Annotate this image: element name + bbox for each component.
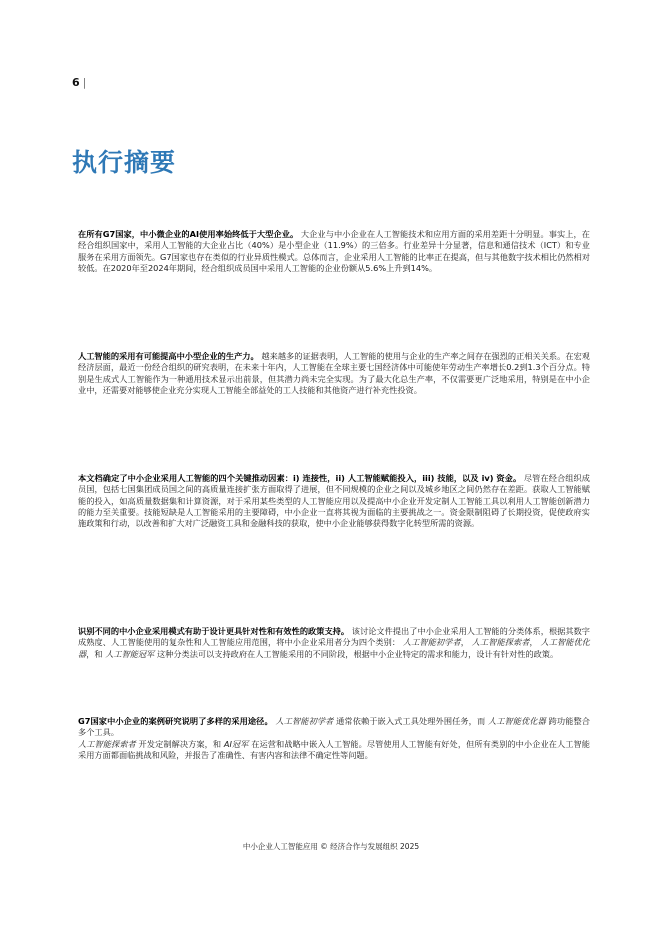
page-number-separator: | bbox=[82, 76, 87, 89]
paragraph-text: 在运营和战略中嵌入人工智能。尽管使用人工智能有好处，但所有类别的中小企业在人工智能采用方面都面临挑战和风险，并报告了准确性、有害内容和法律不确定性等问题。 bbox=[78, 738, 590, 760]
paragraph-lead: 人工智能的采用有可能提高中小型企业的生产力。 bbox=[78, 351, 259, 361]
page-footer: 中小企业人工智能应用 © 经济合作与发展组织 2025 bbox=[242, 842, 420, 851]
paragraph-lead: G7国家中小企业的案例研究说明了多样的采用途径。 bbox=[78, 716, 273, 726]
paragraph-body: 该讨论文件提出了中小企业采用人工智能的分类体系，根据其数字成熟度、人工智能使用的复杂性和人工智能应用范围，将中小企业采用者分为四个类别： bbox=[78, 626, 590, 648]
category-ai-beginner: 人工智能初学者 bbox=[402, 637, 461, 648]
paragraph-body-continued: 这种分类法可以支持政府在人工智能采用的不同阶段，根据中小企业特定的需求和能力，设计有针对性的政策。 bbox=[156, 648, 559, 659]
separator: ， bbox=[529, 637, 538, 648]
paragraph-ai-adoption-gap bbox=[78, 229, 590, 274]
paragraph-lead: 在所有G7国家，中小微企业的AI使用率始终低于大型企业。 bbox=[78, 229, 299, 239]
category-ai-explorer: 人工智能探索者 bbox=[471, 637, 530, 648]
paragraph-adoption-taxonomy bbox=[78, 626, 590, 660]
paragraph-lead: 本文档确定了中小企业采用人工智能的四个关键推动因素：i) 连接性，ii) 人工智能赋能投入，iii) 技能，以及 iv) 资金。 bbox=[78, 473, 522, 483]
paragraph-text: 通常依赖于嵌入式工具处理外围任务，而 bbox=[336, 716, 486, 726]
page-title: 执行摘要 bbox=[72, 148, 177, 177]
category-ai-optimizer: 人工智能优化器 bbox=[78, 637, 590, 659]
category-ai-explorer: 人工智能探索者 bbox=[78, 738, 136, 749]
separator: ， bbox=[460, 637, 469, 648]
paragraph-body: 越来越多的证据表明，人工智能的使用与企业的生产率之间存在强烈的正相关关系。在宏观经济层面，最近一份经合组织的研究表明，在未来十年内，人工智能在全球主要七国经济体中可能使年劳动生产率增长0.2到1.3个百分点。特别是生成式人工智能作为一种通用技术显示出前景，但其潜力尚未完全实现。为了最大化总生产率，不仅需要更广泛地采用，特别是在中小企业中，还需要对能够使企业充分实现人工智能全部益处的工人技能和其他资产进行补充性投资。 bbox=[78, 351, 590, 395]
category-ai-champion: 人工智能冠军 bbox=[105, 648, 155, 659]
paragraph-productivity bbox=[78, 351, 590, 396]
paragraph-case-studies bbox=[78, 716, 590, 761]
paragraph-key-enablers bbox=[78, 473, 590, 529]
category-ai-optimizer: 人工智能优化器 bbox=[487, 716, 546, 726]
separator: ，和 bbox=[86, 648, 103, 659]
paragraph-body: 尽管在经合组织成员国，包括七国集团成员国之间的高质量连接扩张方面取得了进展，但不同规模的企业之间以及城乡地区之间仍然存在差距。获取人工智能赋能的投入，如高质量数据集和计算资源，对于采用某些类型的人工智能应用以及提高中小企业开发定制人工智能工具以利用人工智能创新潜力的能力至关重要。技能短缺是人工智能采用的主要障碍，中小企业一直将其视为面临的主要挑战之一。资金限制阻碍了长期投资，促使政府实施政策和行动，以改善和扩大对广泛融资工具和金融科技的获取，使中小企业能够获得数字化转型所需的资源。 bbox=[78, 473, 590, 529]
category-ai-champion: AI冠军 bbox=[223, 738, 249, 749]
page-number bbox=[72, 76, 86, 89]
page-number-value: 6 bbox=[72, 76, 80, 89]
paragraph-body: 大企业与中小企业在人工智能技术和应用方面的采用差距十分明显。事实上，在经合组织国家中，采用人工智能的大企业占比（40%）是小型企业（11.9%）的三倍多。行业差异十分显著，信息和通信技术（ICT）和专业服务在采用方面领先。G7国家也存在类似的行业异质性模式。总体而言，企业采用人工智能的比率正在提高，但与其他数字技术相比仍然相对较低。在2020年至2024年期间，经合组织成员国中采用人工智能的企业份额从5.6%上升到14%。 bbox=[78, 229, 590, 273]
paragraph-lead: 识别不同的中小企业采用模式有助于设计更具针对性和有效性的政策支持。 bbox=[78, 626, 350, 636]
category-ai-beginner: 人工智能初学者 bbox=[275, 716, 334, 726]
paragraph-text: 跨功能整合多个工具。 bbox=[78, 716, 590, 738]
paragraph-text: 开发定制解决方案，和 bbox=[138, 738, 222, 749]
